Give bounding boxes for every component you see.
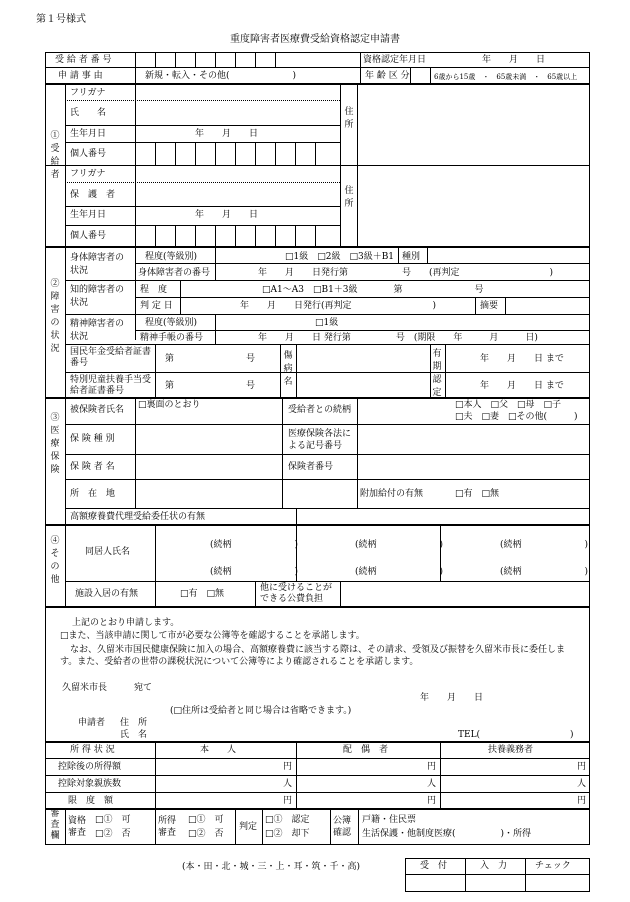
- input-label: 入 力: [480, 861, 508, 871]
- applicant-address-label: 住 所: [120, 718, 148, 728]
- insured-value: □裏面のとおり: [138, 400, 201, 410]
- cohabit-relation-3: (続柄 ): [500, 540, 589, 550]
- unit-yen: 円: [283, 762, 293, 772]
- unit-yen: 円: [427, 762, 437, 772]
- unit-person: 人: [283, 779, 293, 789]
- age-value: 6歳から15歳 ・ 65歳未満 ・ 65歳以上: [434, 73, 578, 81]
- pension-no: 第 号: [165, 354, 256, 364]
- reject-option: □② 却下: [265, 829, 310, 839]
- relation-label: 受給者との続柄: [288, 405, 352, 415]
- kind-label: 種別: [402, 252, 421, 262]
- furigana2-label: フリガナ: [70, 169, 106, 179]
- section1-label: ①受給者: [50, 131, 60, 180]
- welfare-line: 生活保護・他制度医療( )・所得: [362, 829, 532, 839]
- cert-date-value: 年 月 日: [482, 55, 546, 65]
- cohabit-relation-2: (続柄 ): [355, 540, 444, 550]
- addon-label: 附加給付の有無: [360, 489, 424, 499]
- unit-yen: 円: [283, 796, 293, 806]
- mental-line: 年 月 日 発行第 号 (期限 年 月 日): [258, 333, 538, 343]
- unit-yen: 円: [577, 762, 587, 772]
- insurance-type-label: 保 険 種 別: [70, 434, 115, 444]
- degree-label: 程 度: [140, 285, 168, 295]
- qualify-label: 資格審査: [68, 816, 87, 838]
- check-label: チェック: [535, 861, 571, 871]
- birth2-date: 年 月 日: [195, 210, 259, 220]
- until-2: 年 月 日 まで: [480, 381, 564, 391]
- mayor-label: 久留米市長 宛て: [62, 683, 153, 693]
- addon-yesno: □有 □無: [455, 489, 500, 499]
- applicant-label: 申請者: [78, 718, 106, 728]
- other-public-label: 他に受けることができる公費負担: [260, 583, 333, 604]
- mynumber2-label: 個人番号: [70, 231, 107, 241]
- page-title: 重度障害者医療費受給資格認定申請書: [230, 34, 400, 45]
- grade-options: □1級 □2級 □3級＋B1: [285, 252, 395, 262]
- income-spouse-header: 配 偶 者: [343, 745, 389, 755]
- until-1: 年 月 日 まで: [480, 354, 564, 364]
- judge-date-label: 判 定 日: [140, 301, 173, 311]
- disease-label: 傷病名: [283, 351, 293, 387]
- birth-label: 生年月日: [70, 129, 107, 139]
- physical-label: 身体障害者の状況: [70, 253, 125, 276]
- family-register: 戸籍・住民票: [362, 815, 417, 825]
- insurer-label: 保 険 者 名: [70, 462, 115, 472]
- section3-label: ③医療保険: [50, 413, 60, 475]
- unit-yen: 円: [577, 796, 587, 806]
- income-self-header: 本 人: [200, 745, 237, 755]
- branches: (本・田・北・城・三・上・耳・筑・千・高): [182, 862, 361, 872]
- received-label: 受 付: [420, 861, 448, 871]
- declaration-p2: □また、当該申請に関して市が必要な公簿等を確認することを承諾します。: [60, 631, 365, 641]
- relation-options-2: □夫 □妻 □その他( ): [455, 412, 578, 422]
- income-dependent-header: 扶養義務者: [488, 745, 534, 755]
- form-id: 第１号様式: [36, 14, 86, 25]
- unit-person: 人: [577, 779, 587, 789]
- public-label: 公簿確認: [333, 816, 352, 838]
- period-label: 有期認定: [432, 349, 442, 398]
- cohabit-relation-1: (続柄 ): [210, 540, 299, 550]
- cert-date-label: 資格認定年月日: [363, 55, 427, 65]
- insured-label: 被保険者氏名: [70, 405, 125, 415]
- section4-label: ④その他: [50, 536, 60, 585]
- approve-option: □① 認定: [265, 815, 310, 825]
- reason-label: 申 請 事 由: [58, 71, 103, 81]
- name-label: 氏 名: [70, 108, 107, 118]
- proxy-label: 高額療養費代理受給委任状の有無: [70, 512, 206, 522]
- symbol-label: 医療保険各法による記号番号: [288, 429, 352, 451]
- income-ng: □② 否: [188, 829, 224, 839]
- declaration-p3: なお、久留米市国民健康保険に加入の場合、高額療養費に該当する際は、その請求、受領及び振替を久留米市長に委任します。また、受給者の世帯の課税状況について公簿等により確認されることを承諾します。: [60, 645, 566, 667]
- mental-label: 精神障害者の状況: [70, 319, 125, 342]
- declaration-p1: 上記のとおり申請します。: [72, 618, 180, 628]
- income-after-label: 控除後の所得額: [58, 762, 122, 772]
- degree-options: □A1～A3 □B1＋3級 第 号: [262, 285, 484, 295]
- address-label: 住所: [344, 107, 354, 130]
- child-allowance-label: 特別児童扶養手当受給者証書番号: [70, 375, 152, 396]
- income-review-label: 所得審査: [158, 816, 177, 838]
- physical-no-label: 身体障害者の番号: [138, 268, 211, 278]
- grade2-label: 程度(等級別): [145, 318, 198, 328]
- address-note: (□住所は受給者と同じ場合は省略できます。): [170, 706, 352, 716]
- remarks-label: 摘要: [480, 301, 499, 311]
- cohabit-relation-4: (続柄 ): [210, 567, 299, 577]
- income-ok: □① 可: [188, 815, 224, 825]
- pension-label: 国民年金受給者証書番号: [70, 347, 152, 368]
- qualify-ng: □② 否: [95, 829, 131, 839]
- location-label: 所 在 地: [70, 489, 116, 499]
- applicant-name-label: 氏 名: [120, 730, 148, 740]
- cohabit-relation-6: (続柄 ): [500, 567, 589, 577]
- address2-label: 住所: [344, 186, 354, 209]
- cohabit-label: 同居人氏名: [85, 547, 131, 557]
- unit-yen: 円: [427, 796, 437, 806]
- unit-person: 人: [427, 779, 437, 789]
- birth-date: 年 月 日: [195, 129, 259, 139]
- grade-label: 程度(等級別): [145, 252, 198, 262]
- guardian-label: 保 護 者: [70, 190, 116, 200]
- judge-label: 判定: [239, 822, 258, 832]
- mental-no-label: 精神手帳の番号: [140, 333, 204, 343]
- cohabit-relation-5: (続柄 ): [355, 567, 444, 577]
- grade2-option: □1級: [315, 318, 339, 328]
- birth2-label: 生年月日: [70, 210, 107, 220]
- income-limit-label: 限 度 額: [68, 796, 114, 806]
- furigana-label: フリガナ: [70, 88, 106, 98]
- age-label: 年 齢 区 分: [365, 71, 410, 81]
- intellectual-label: 知的障害者の状況: [70, 285, 125, 308]
- qualify-ok: □① 可: [95, 815, 131, 825]
- reason-value: 新規・転入・その他( ): [145, 71, 297, 81]
- tel-label: TEL( ): [458, 730, 574, 740]
- physical-issue-line: 年 月 日発行第 号 (再判定 ): [258, 268, 554, 278]
- review-label: 審査欄: [50, 809, 60, 841]
- recipient-number-label: 受 給 者 番 号: [55, 55, 112, 65]
- application-date: 年 月 日: [420, 693, 484, 703]
- judge-line: 年 月 日発行(再判定 ): [240, 301, 437, 311]
- income-status-label: 所 得 状 況: [70, 745, 115, 755]
- relation-options-1: □本人 □父 □母 □子: [455, 400, 562, 410]
- insurer-no-label: 保険者番号: [288, 462, 334, 472]
- mynumber-label: 個人番号: [70, 149, 107, 159]
- section2-label: ②障害の状況: [50, 279, 60, 354]
- facility-options: □有 □無: [180, 589, 225, 599]
- child-allowance-no: 第 号: [165, 381, 256, 391]
- facility-label: 施設入居の有無: [75, 589, 139, 599]
- income-deps-label: 控除対象親族数: [58, 779, 122, 789]
